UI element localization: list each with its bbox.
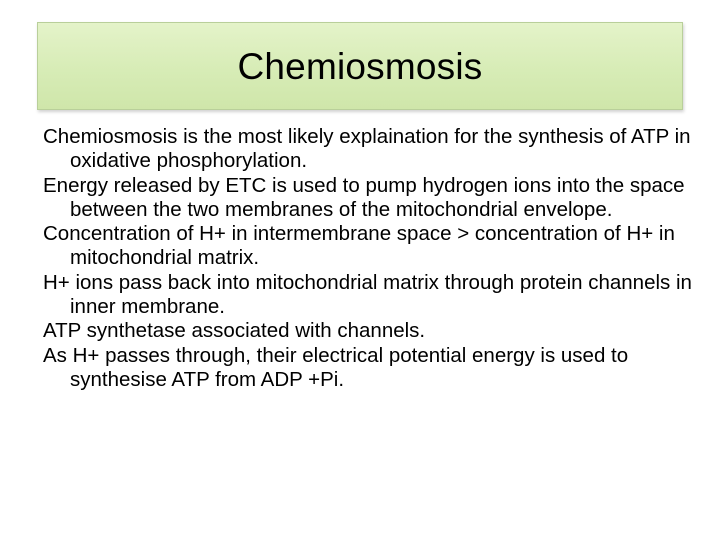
slide-body (43, 125, 693, 392)
paragraph-3: Concentration of H+ in intermembrane space > concentration of H+ in mitochondrial matrix. (43, 222, 675, 270)
slide-title: Chemiosmosis (237, 45, 483, 87)
paragraph-6: As H+ passes through, their electrical potential energy is used to synthesise ATP from ADP +Pi. (43, 343, 629, 391)
paragraph-5: ATP synthetase associated with channels. (43, 319, 426, 343)
title-box (37, 22, 683, 110)
paragraph-4: H+ ions pass back into mitochondrial matrix through protein channels in inner membrane. (43, 270, 692, 319)
paragraph-1: Chemiosmosis is the most likely explaination for the synthesis of ATP in oxidative phosphorylation. (43, 125, 691, 173)
paragraph-2: Energy released by ETC is used to pump hydrogen ions into the space between the two membranes of the mitochondrial envelope. (43, 173, 685, 221)
